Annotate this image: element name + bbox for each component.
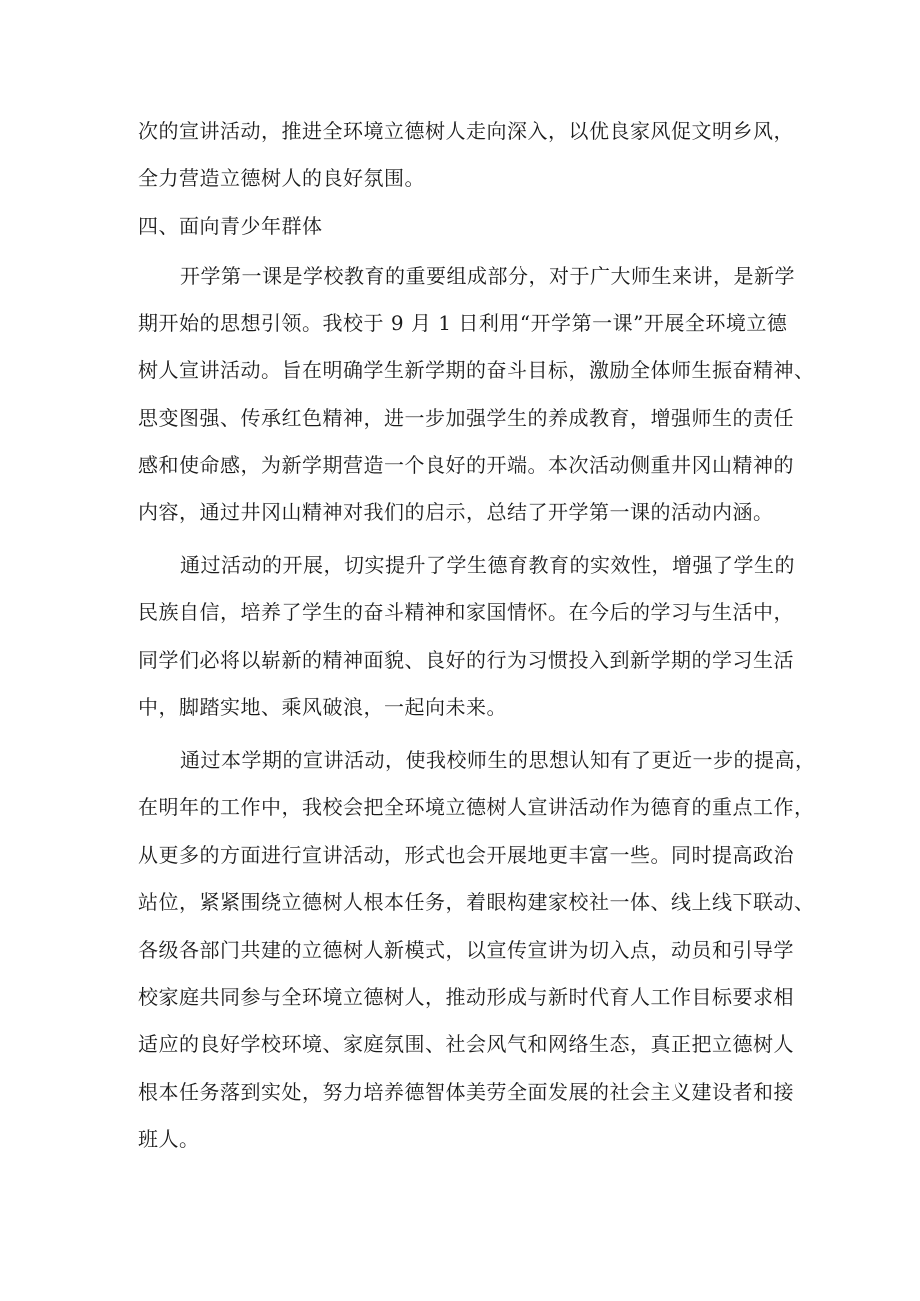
text-line: 各级各部门共建的立德树人新模式，以宣传宣讲为切入点，动员和引导学 xyxy=(138,938,794,962)
text-line: 根本任务落到实处，努力培养德智体美劳全面发展的社会主义建设者和接 xyxy=(138,1080,794,1104)
paragraph-start: 通过本学期的宣讲活动，使我校师生的思想认知有了更近一步的提高， xyxy=(180,748,816,772)
text-line: 次的宣讲活动，推进全环境立德树人走向深入，以优良家风促文明乡风， xyxy=(138,119,794,143)
text-line: 校家庭共同参与全环境立德树人，推动形成与新时代育人工作目标要求相 xyxy=(138,985,794,1009)
paragraph-start: 开学第一课是学校教育的重要组成部分，对于广大师生来讲，是新学 xyxy=(180,264,795,288)
text-line: 站位，紧紧围绕立德树人根本任务，着眼构建家校社一体、线上线下联动、 xyxy=(138,890,815,914)
text-line: 适应的良好学校环境、家庭氛围、社会风气和网络生态，真正把立德树人 xyxy=(138,1032,794,1056)
text-line: 思变图强、传承红色精神，进一步加强学生的养成教育，增强师生的责任 xyxy=(138,406,794,430)
text-line: 同学们必将以崭新的精神面貌、良好的行为习惯投入到新学期的学习生活 xyxy=(138,648,794,672)
text-line: 期开始的思想引领。我校于 9 月 1 日利用“开学第一课”开展全环境立德 xyxy=(138,311,788,335)
text-line: 全力营造立德树人的良好氛围。 xyxy=(138,166,425,190)
text-line: 从更多的方面进行宣讲活动，形式也会开展地更丰富一些。同时提高政治 xyxy=(138,843,794,867)
text-line: 班人。 xyxy=(138,1127,200,1151)
text-line: 感和使命感，为新学期营造一个良好的开端。本次活动侧重井冈山精神的 xyxy=(138,453,794,477)
text-line: 树人宣讲活动。旨在明确学生新学期的奋斗目标，激励全体师生振奋精神、 xyxy=(138,358,815,382)
text-line: 民族自信，培养了学生的奋斗精神和家国情怀。在今后的学习与生活中， xyxy=(138,600,794,624)
section-heading: 四、面向青少年群体 xyxy=(138,214,323,238)
paragraph-start: 通过活动的开展，切实提升了学生德育教育的实效性，增强了学生的 xyxy=(180,553,795,577)
text-line: 中，脚踏实地、乘风破浪，一起向未来。 xyxy=(138,695,507,719)
text-line: 在明年的工作中，我校会把全环境立德树人宣讲活动作为德育的重点工作， xyxy=(138,795,815,819)
text-line: 内容，通过井冈山精神对我们的启示，总结了开学第一课的活动内涵。 xyxy=(138,500,774,524)
